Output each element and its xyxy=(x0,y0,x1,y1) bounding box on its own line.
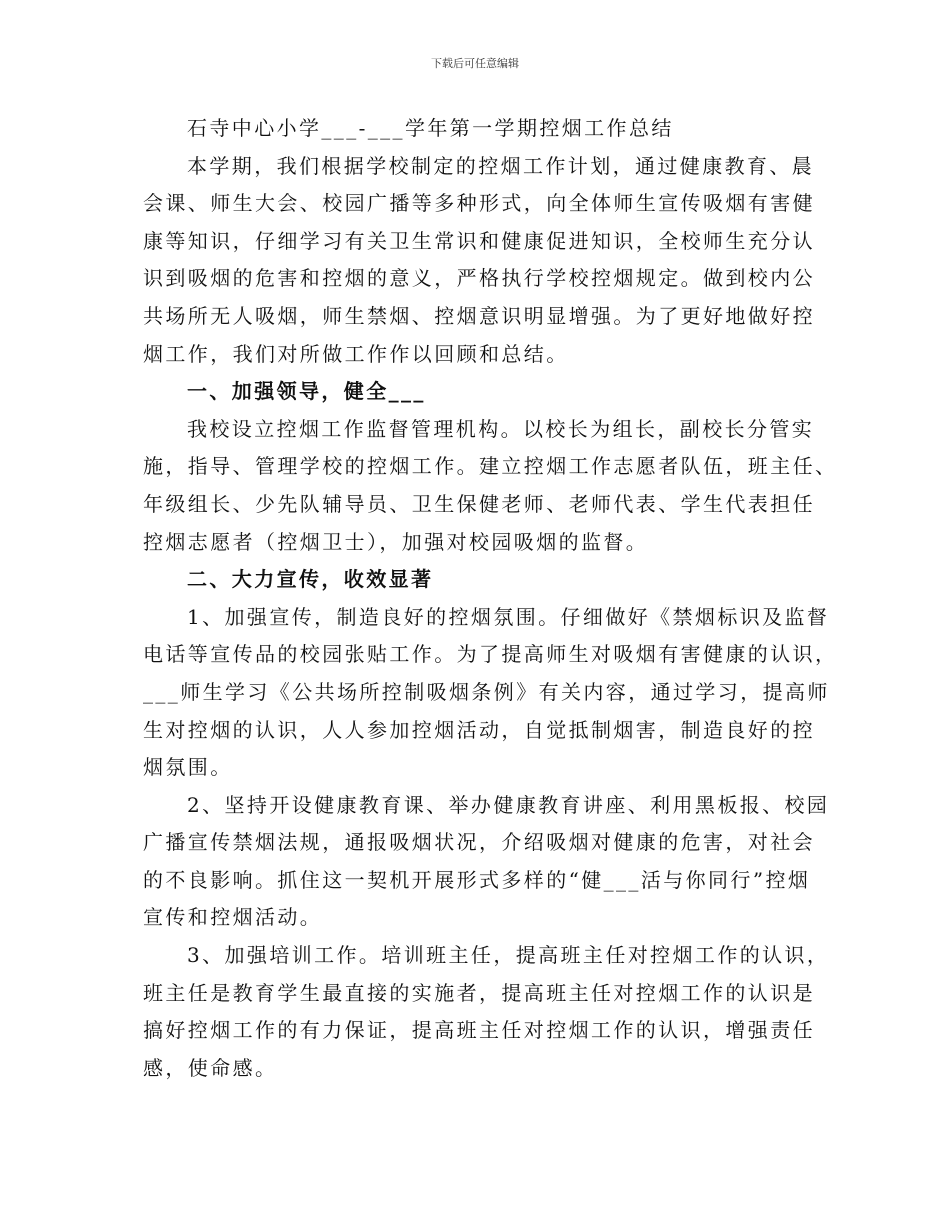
paragraph-line: 烟工作，我们对所做工作作以回顾和总结。 xyxy=(143,341,569,366)
paragraph-line: 烟氛围。 xyxy=(143,755,233,780)
paragraph-line: 生对控烟的认识，人人参加控烟活动，自觉抵制烟害，制造良好的控 xyxy=(143,717,815,742)
paragraph-line: 识到吸烟的危害和控烟的意义，严格执行学校控烟规定。做到校内公 xyxy=(143,266,815,291)
paragraph-line: 的不良影响。抓住这一契机开展形式多样的“健___活与你同行”控烟 xyxy=(143,867,811,892)
document-title: 石寺中心小学___-___学年第一学期控烟工作总结 xyxy=(187,116,674,140)
paragraph-line: 电话等宣传品的校园张贴工作。为了提高师生对吸烟有害健康的认识， xyxy=(143,642,838,667)
paragraph-line: 2、坚持开设健康教育课、举办健康教育讲座、利用黑板报、校园 xyxy=(187,792,830,817)
paragraph-line: 我校设立控烟工作监督管理机构。以校长为组长，副校长分管实 xyxy=(187,416,815,441)
paragraph-line: 共场所无人吸烟，师生禁烟、控烟意识明显增强。为了更好地做好控 xyxy=(143,303,815,328)
document-body xyxy=(143,110,838,1087)
section-heading: 一、加强领导，健全___ xyxy=(187,379,426,404)
paragraph-line: 班主任是教育学生最直接的实施者，提高班主任对控烟工作的认识是 xyxy=(143,980,815,1005)
paragraph-line: 广播宣传禁烟法规，通报吸烟状况，介绍吸烟对健康的危害，对社会 xyxy=(143,830,815,855)
paragraph-line: 宣传和控烟活动。 xyxy=(143,905,323,930)
paragraph-line: 3、加强培训工作。培训班主任，提高班主任对控烟工作的认识， xyxy=(187,943,830,968)
paragraph-line: 年级组长、少先队辅导员、卫生保健老师、老师代表、学生代表担任 xyxy=(143,491,815,516)
section-heading: 二、大力宣传，收效显著 xyxy=(187,567,434,592)
paragraph-line: 感，使命感。 xyxy=(143,1055,278,1080)
paragraph-line: 会课、师生大会、校园广播等多种形式，向全体师生宣传吸烟有害健 xyxy=(143,191,815,216)
paragraph-line: 本学期，我们根据学校制定的控烟工作计划，通过健康教育、晨 xyxy=(187,153,815,178)
paragraph-line: ___师生学习《公共场所控制吸烟条例》有关内容，通过学习，提高师 xyxy=(143,679,830,704)
page-header-note: 下载后可任意编辑 xyxy=(431,57,519,70)
paragraph-line: 施，指导、管理学校的控烟工作。建立控烟工作志愿者队伍，班主任、 xyxy=(143,454,838,479)
paragraph-line: 搞好控烟工作的有力保证，提高班主任对控烟工作的认识，增强责任 xyxy=(143,1018,815,1043)
paragraph-line: 控烟志愿者（控烟卫士），加强对校园吸烟的监督。 xyxy=(143,529,649,554)
paragraph-line: 1、加强宣传，制造良好的控烟氛围。仔细做好《禁烟标识及监督 xyxy=(187,604,830,629)
paragraph-line: 康等知识，仔细学习有关卫生常识和健康促进知识，全校师生充分认 xyxy=(143,228,815,253)
